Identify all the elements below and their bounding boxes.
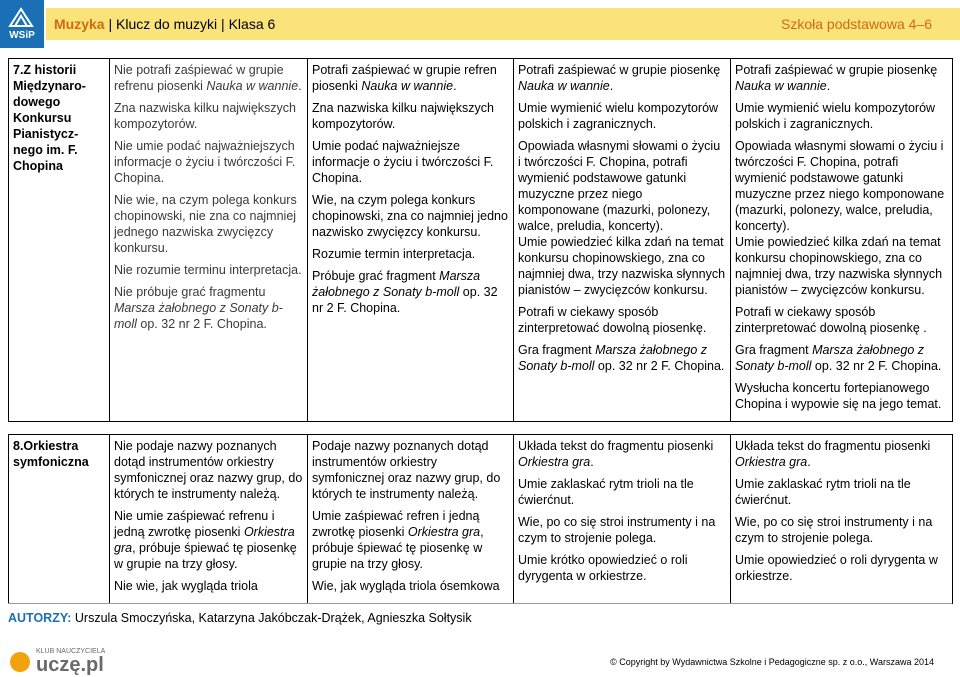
authors-label: AUTORZY: xyxy=(8,611,72,625)
wsip-logo xyxy=(0,0,44,48)
school-level: Szkoła podstawowa 4–6 xyxy=(781,16,932,32)
subject-name: Muzyka xyxy=(54,16,105,32)
footer-divider xyxy=(8,603,952,604)
wsip-logo-mark-icon xyxy=(8,6,34,28)
separator: | xyxy=(108,16,113,32)
grade-label: Klasa 6 xyxy=(228,16,276,32)
requirements-table-row-7 xyxy=(8,58,953,422)
ucze-pl-logo xyxy=(8,646,108,676)
grade-4-cell: Potrafi zaśpiewać w grupie piosenkę Nauka w wannie. Umie wymienić wielu kompozytorów polskich i zagranicznych. Opowiada własnymi słowami o życiu i twórczości F. Chopina, potrafi wymienić podstawowe gatunki muzyczne przez niego komponowane (mazurki, polonezy, walce, preludia, koncerty). Umie powiedzieć kilka zdań na temat konkursu chopinowskiego, zna co najmniej dwa, trzy nazwiska słynnych pianistów – zwycięzców konkursu. Potrafi w ciekawy sposób zinterpretować dowolną piosenkę. Gra fragment Marsza żałobnego z Sonaty b-moll op. 32 nr 2 F. Chopina. xyxy=(514,59,731,422)
topic-cell: 7.Z historii Międzynaro-dowego Konkursu Pianistycz-nego im. F. Chopina xyxy=(9,59,110,422)
page-header xyxy=(0,0,960,48)
topic-cell: 8.Orkiestra symfoniczna xyxy=(9,435,110,604)
grade-5-cell: Układa tekst do fragmentu piosenki Orkiestra gra. Umie zaklaskać rytm trioli na tle ćwierćnut. Wie, po co się stroi instrumenty i na czym to strojenie polega. Umie opowiedzieć o roli dyrygenta w orkiestrze. xyxy=(731,435,953,604)
copyright-notice: © Copyright by Wydawnictwa Szkolne i Pedagogiczne sp. z o.o., Warszawa 2014 xyxy=(610,657,934,667)
title-bar xyxy=(46,8,960,40)
ucze-logo-tagline: KLUB NAUCZYCIELA xyxy=(36,648,106,655)
grade-5-cell: Potrafi zaśpiewać w grupie piosenkę Nauka w wannie. Umie wymienić wielu kompozytorów polskich i zagranicznych. Opowiada własnymi słowami o życiu i twórczości F. Chopina, potrafi wymienić podstawowe gatunki muzyczne przez niego komponowane (mazurki, polonezy, walce, preludia, koncerty). Umie powiedzieć kilka zdań na temat konkursu chopinowskiego, zna co najmniej dwa, trzy nazwiska słynnych pianistów – zwycięzców konkursu. Potrafi w ciekawy sposób zinterpretować dowolną piosenkę . Gra fragment Marsza żałobnego z Sonaty b-moll op. 32 nr 2 F. Chopina. Wysłucha koncertu fortepianowego Chopina i wypowie się na jego temat. xyxy=(731,59,953,422)
authors-names: Urszula Smoczyńska, Katarzyna Jakóbczak-Drążek, Agnieszka Sołtysik xyxy=(74,611,472,625)
ucze-logo-text: uczę.pl xyxy=(36,654,104,676)
table-row xyxy=(9,435,953,604)
grade-3-cell: Podaje nazwy poznanych dotąd instrumentów orkiestry symfonicznej oraz nazwy grup, do których te instrumenty należą. Umie zaśpiewać refren i jedną zwrotkę piosenki Orkiestra gra, próbuje śpiewać tę piosenkę w grupie na trzy głosy. Wie, jak wygląda triola ósemkowa xyxy=(308,435,514,604)
table-row xyxy=(9,59,953,422)
separator: | xyxy=(221,16,225,32)
requirements-table-row-8 xyxy=(8,434,953,604)
grade-2-cell: Nie potrafi zaśpiewać w grupie refrenu piosenki Nauka w wannie. Zna nazwiska kilku największych kompozytorów. Nie umie podać najważniejszych informacje o życiu i twórczości F. Chopina. Nie wie, na czym polega konkurs chopinowski, nie zna co najmniej jednego nazwiska zwycięzcy konkursu. Nie rozumie terminu interpretacja. Nie próbuje grać fragmentu Marsza żałobnego z Sonaty b-moll op. 32 nr 2 F. Chopina. xyxy=(110,59,308,422)
book-title: Klucz do muzyki xyxy=(116,16,218,32)
wsip-logo-text: WSiP xyxy=(9,30,35,41)
grade-4-cell: Układa tekst do fragmentu piosenki Orkiestra gra. Umie zaklaskać rytm trioli na tle ćwierćnut. Wie, po co się stroi instrumenty i na czym to strojenie polega. Umie krótko opowiedzieć o roli dyrygenta w orkiestrze. xyxy=(514,435,731,604)
title-left xyxy=(54,16,275,32)
ucze-logo-icon xyxy=(10,652,30,672)
grade-3-cell: Potrafi zaśpiewać w grupie refren piosenki Nauka w wannie. Zna nazwiska kilku największych kompozytorów. Umie podać najważniejsze informacje o życiu i twórczości F. Chopina. Wie, na czym polega konkurs chopinowski, zna co najmniej jedno nazwisko zwycięzcy konkursu. Rozumie termin interpretacja. Próbuje grać fragment Marsza żałobnego z Sonaty b-moll op. 32 nr 2 F. Chopina. xyxy=(308,59,514,422)
grade-2-cell: Nie podaje nazwy poznanych dotąd instrumentów orkiestry symfonicznej oraz nazwy grup, do których te instrumenty należą. Nie umie zaśpiewać refrenu i jedną zwrotkę piosenki Orkiestra gra, próbuje śpiewać tę piosenkę w grupie na trzy głosy. Nie wie, jak wygląda triola xyxy=(110,435,308,604)
authors-line xyxy=(8,611,472,625)
